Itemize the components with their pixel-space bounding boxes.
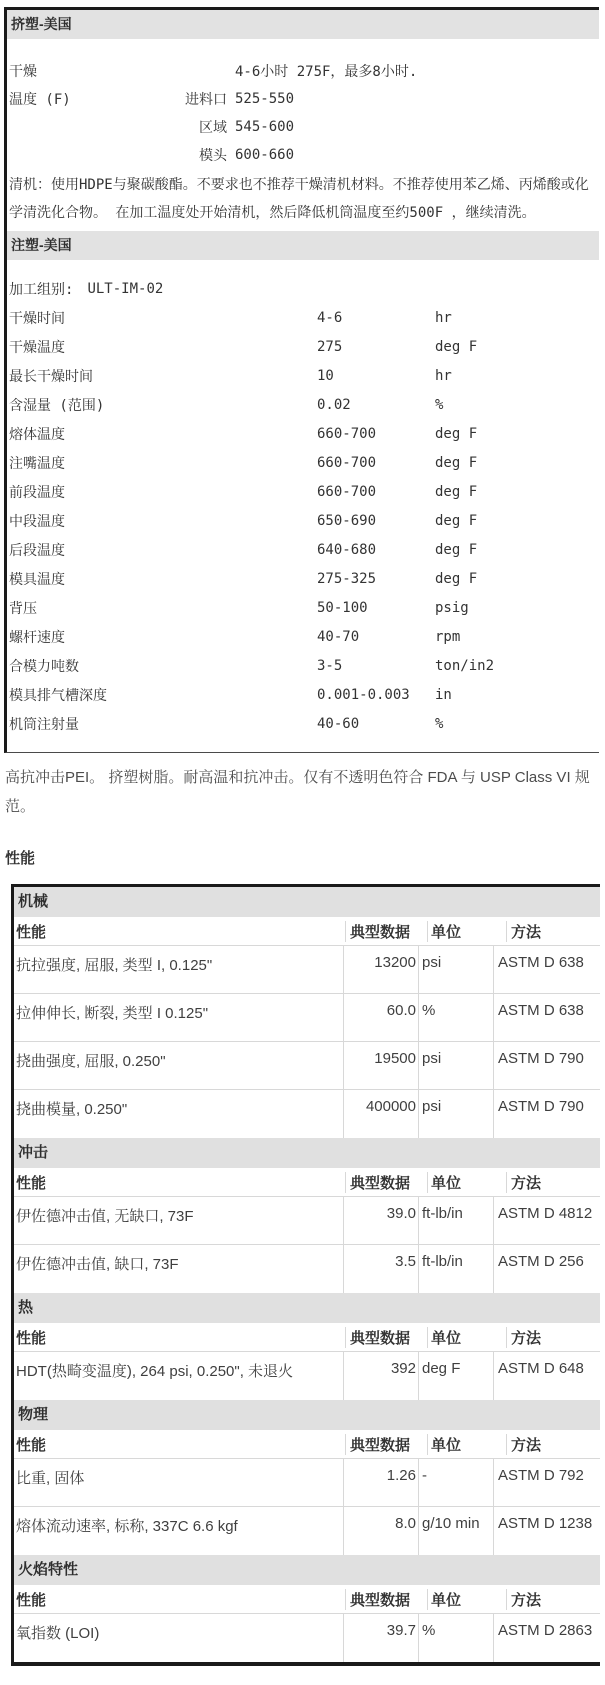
param-row [7, 448, 599, 477]
typical-cell: 39.7 [343, 1614, 418, 1662]
param-unit: deg F [435, 483, 478, 500]
table-row [14, 1197, 600, 1245]
param-label: 干燥温度 [9, 339, 65, 356]
param-value: 3-5 [317, 657, 343, 674]
param-unit: deg F [435, 512, 478, 529]
unit-cell: - [418, 1459, 493, 1506]
property-cell: 挠曲强度, 屈服, 0.250" [16, 1053, 166, 1070]
param-value: 50-100 [317, 599, 368, 616]
table-row [14, 1459, 600, 1507]
method-cell: ASTM D 256 [493, 1245, 600, 1293]
table-row [14, 1507, 600, 1555]
param-value: 0.02 [317, 396, 351, 413]
param-value: 4-6小时 275F，最多8小时. [235, 64, 418, 80]
method-cell: ASTM D 648 [493, 1352, 600, 1400]
column-header-property: 性能 [16, 923, 47, 941]
table-row [14, 1042, 600, 1090]
param-row [7, 390, 599, 419]
column-header-property: 性能 [16, 1436, 47, 1454]
injection-rows [7, 260, 599, 752]
extrusion-rows [7, 39, 599, 231]
column-header-method: 方法 [506, 1327, 600, 1348]
property-cell: 伊佐德冲击值, 无缺口, 73F [16, 1208, 194, 1225]
unit-cell: psi [418, 1090, 493, 1138]
column-header-row [14, 1323, 600, 1352]
param-value: 0.001-0.003 [317, 686, 410, 703]
extrusion-section-header: 挤塑-美国 [7, 10, 599, 39]
param-label: 温度 (F) [9, 92, 71, 108]
param-value: 600-660 [235, 147, 295, 163]
param-row [7, 303, 599, 332]
property-cell: 抗拉强度, 屈服, 类型 I, 0.125" [16, 957, 213, 974]
param-value: 4-6 [317, 309, 343, 326]
unit-cell: deg F [418, 1352, 493, 1400]
param-row [7, 593, 599, 622]
typical-cell: 39.0 [343, 1197, 418, 1244]
typical-cell: 3.5 [343, 1245, 418, 1293]
param-row [7, 477, 599, 506]
param-unit: deg F [435, 570, 478, 587]
method-cell: ASTM D 790 [493, 1042, 600, 1089]
process-group-label: 加工组别: [9, 281, 74, 298]
table-section-band-mechanical: 机械 [14, 887, 600, 917]
unit-cell: ft-lb/in [418, 1197, 493, 1244]
property-cell: 挠曲模量, 0.250" [16, 1101, 128, 1118]
column-header-typical: 典型数据 [345, 1434, 427, 1455]
column-header-typical: 典型数据 [345, 1172, 427, 1193]
param-unit: rpm [435, 628, 461, 645]
column-header-typical: 典型数据 [345, 1327, 427, 1348]
column-header-unit: 单位 [427, 1327, 506, 1348]
typical-cell: 13200 [343, 946, 418, 993]
param-label: 注嘴温度 [9, 455, 65, 472]
param-label: 模具排气槽深度 [9, 687, 107, 704]
param-sublabel: 区域 [199, 120, 227, 136]
property-cell: 拉伸伸长, 断裂, 类型 I 0.125" [16, 1005, 209, 1022]
param-row [7, 361, 599, 390]
param-row [7, 680, 599, 709]
table-section-band-physical: 物理 [14, 1400, 600, 1430]
method-cell: ASTM D 1238 [493, 1507, 600, 1555]
properties-table [11, 884, 600, 1666]
typical-cell: 8.0 [343, 1507, 418, 1555]
param-value: 650-690 [317, 512, 377, 529]
param-row [7, 419, 599, 448]
param-label: 机筒注射量 [9, 716, 79, 733]
param-row [7, 535, 599, 564]
column-header-property: 性能 [16, 1591, 47, 1609]
param-unit: hr [435, 309, 452, 326]
param-label: 中段温度 [9, 513, 65, 530]
param-row [7, 709, 599, 738]
column-header-property: 性能 [16, 1329, 47, 1347]
param-unit: % [435, 715, 444, 732]
param-row [7, 622, 599, 651]
param-value: 10 [317, 367, 334, 384]
process-group-row [7, 274, 599, 303]
param-value: 275-325 [317, 570, 377, 587]
param-row [7, 651, 599, 680]
param-unit: deg F [435, 454, 478, 471]
param-label: 合模力吨数 [9, 658, 79, 675]
property-cell: 熔体流动速率, 标称, 337C 6.6 kgf [16, 1518, 238, 1535]
column-header-property: 性能 [16, 1174, 47, 1192]
property-cell: HDT(热畸变温度), 264 psi, 0.250", 未退火 [16, 1363, 294, 1380]
param-label: 干燥 [9, 64, 37, 80]
table-row [14, 994, 600, 1042]
typical-cell: 60.0 [343, 994, 418, 1041]
method-cell: ASTM D 4812 [493, 1197, 600, 1244]
column-header-typical: 典型数据 [345, 1589, 427, 1610]
unit-cell: ft-lb/in [418, 1245, 493, 1293]
param-unit: ton/in2 [435, 657, 495, 674]
param-unit: hr [435, 367, 452, 384]
table-row [14, 1352, 600, 1400]
column-header-unit: 单位 [427, 1589, 506, 1610]
unit-cell: psi [418, 946, 493, 993]
unit-cell: psi [418, 1042, 493, 1089]
param-value: 40-70 [317, 628, 360, 645]
injection-section-header: 注塑-美国 [7, 231, 599, 260]
param-label: 后段温度 [9, 542, 65, 559]
typical-cell: 392 [343, 1352, 418, 1400]
param-row [7, 85, 599, 113]
param-unit: deg F [435, 541, 478, 558]
method-cell: ASTM D 790 [493, 1090, 600, 1138]
method-cell: ASTM D 638 [493, 994, 600, 1041]
column-header-row [14, 917, 600, 946]
param-unit: deg F [435, 425, 478, 442]
param-value: 660-700 [317, 425, 377, 442]
table-section-band-impact: 冲击 [14, 1138, 600, 1168]
param-unit: psig [435, 599, 469, 616]
table-section-band-thermal: 热 [14, 1293, 600, 1323]
table-row [14, 1614, 600, 1662]
param-label: 干燥时间 [9, 310, 65, 327]
typical-cell: 1.26 [343, 1459, 418, 1506]
param-row [7, 564, 599, 593]
param-label: 最长干燥时间 [9, 368, 93, 385]
unit-cell: g/10 min [418, 1507, 493, 1555]
param-value: 275 [317, 338, 343, 355]
column-header-method: 方法 [506, 1172, 600, 1193]
column-header-method: 方法 [506, 1434, 600, 1455]
typical-cell: 19500 [343, 1042, 418, 1089]
param-label: 模具温度 [9, 571, 65, 588]
column-header-unit: 单位 [427, 1172, 506, 1193]
param-label: 熔体温度 [9, 426, 65, 443]
param-label: 背压 [9, 600, 37, 617]
column-header-unit: 单位 [427, 1434, 506, 1455]
unit-cell: % [418, 1614, 493, 1662]
column-header-typical: 典型数据 [345, 921, 427, 942]
param-value: 660-700 [317, 454, 377, 471]
property-cell: 氧指数 (LOI) [16, 1625, 100, 1642]
method-cell: ASTM D 2863 [493, 1614, 600, 1662]
param-value: 545-600 [235, 119, 295, 135]
param-value: 525-550 [235, 91, 295, 107]
param-label: 前段温度 [9, 484, 65, 501]
param-value: 40-60 [317, 715, 360, 732]
param-value: 660-700 [317, 483, 377, 500]
column-header-row [14, 1430, 600, 1459]
param-sublabel: 模头 [199, 148, 227, 164]
table-row [14, 1245, 600, 1293]
process-group-value: ULT-IM-02 [87, 280, 164, 297]
table-row [14, 946, 600, 994]
column-header-method: 方法 [506, 1589, 600, 1610]
property-cell: 比重, 固体 [16, 1470, 85, 1487]
table-section-band-flammability: 火焰特性 [14, 1555, 600, 1585]
material-description: 高抗冲击PEI。 挤塑树脂。耐高温和抗冲击。仅有不透明色符合 FDA 与 USP Class VI 规范。 [5, 769, 590, 815]
column-header-row [14, 1168, 600, 1197]
param-label: 螺杆速度 [9, 629, 65, 646]
column-header-row [14, 1585, 600, 1614]
properties-heading: 性能 [5, 850, 36, 867]
typical-cell: 400000 [343, 1090, 418, 1138]
table-row [14, 1090, 600, 1138]
param-row [7, 332, 599, 361]
unit-cell: % [418, 994, 493, 1041]
param-row [7, 506, 599, 535]
param-value: 640-680 [317, 541, 377, 558]
column-header-unit: 单位 [427, 921, 506, 942]
param-unit: deg F [435, 338, 478, 355]
purge-note: 清机：使用HDPE与聚碳酸酯。不要求也不推荐干燥清机材料。不推荐使用苯乙烯、丙烯酸或化学清洗化合物。 在加工温度处开始清机，然后降低机筒温度至约500F ，继续清洗。 [9, 177, 589, 221]
method-cell: ASTM D 792 [493, 1459, 600, 1506]
param-row [7, 113, 599, 141]
property-cell: 伊佐德冲击值, 缺口, 73F [16, 1256, 179, 1273]
processing-box [4, 7, 599, 753]
param-row [7, 141, 599, 169]
method-cell: ASTM D 638 [493, 946, 600, 993]
param-unit: % [435, 396, 444, 413]
param-unit: in [435, 686, 452, 703]
param-label: 含湿量 (范围) [9, 397, 105, 414]
param-sublabel: 进料口 [185, 92, 227, 108]
param-row [7, 57, 599, 85]
column-header-method: 方法 [506, 921, 600, 942]
